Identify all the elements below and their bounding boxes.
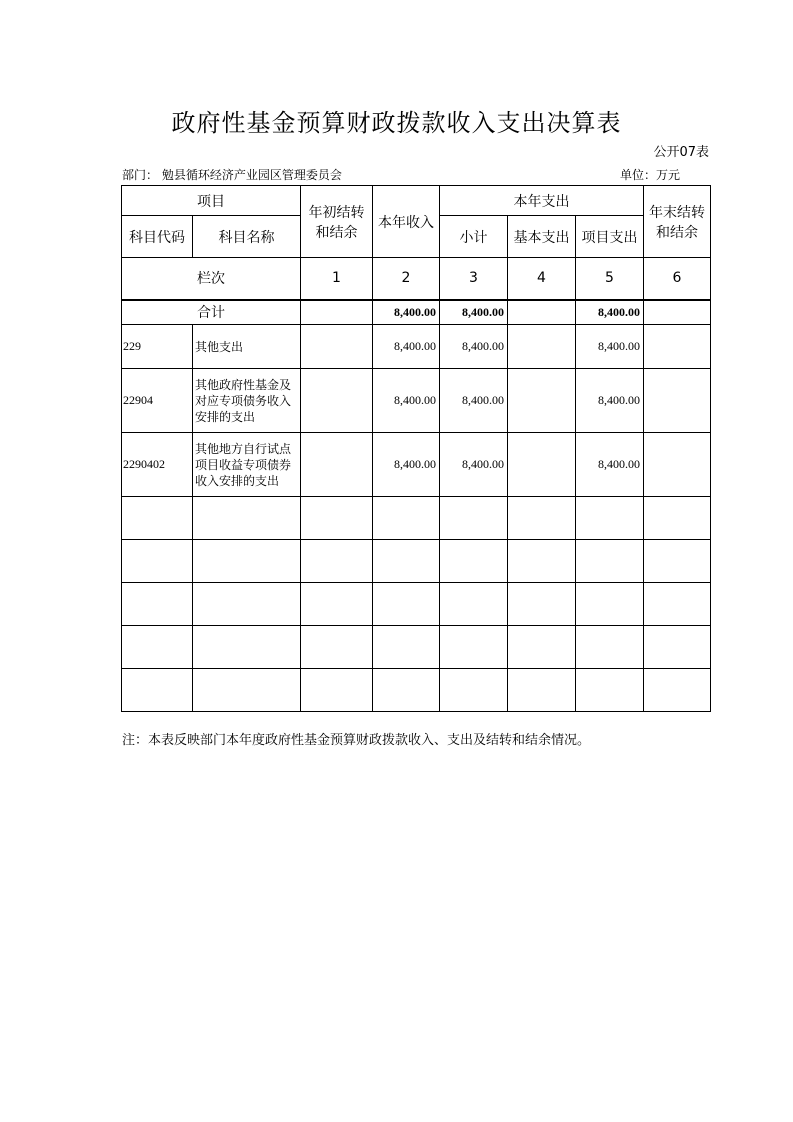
header-expense: 本年支出: [440, 186, 644, 216]
subject-name: 其他地方自行试点项目收益专项债券收入安排的支出: [193, 433, 301, 497]
header-code: 科目代码: [122, 216, 193, 258]
total-project: 8,400.00: [576, 300, 644, 325]
basic-value: [508, 325, 576, 369]
subject-code: 229: [122, 325, 193, 369]
header-row-1: [122, 186, 711, 216]
total-income: 8,400.00: [373, 300, 440, 325]
opening-value: [301, 325, 373, 369]
empty-row: [122, 540, 711, 583]
empty-row: [122, 583, 711, 626]
form-number: 公开07表: [653, 145, 709, 160]
column-number-row: [122, 258, 711, 300]
basic-value: [508, 433, 576, 497]
column-number: 2: [373, 258, 440, 300]
header-subtotal: 小计: [440, 216, 508, 258]
closing-value: [644, 433, 711, 497]
table-row: [122, 369, 711, 433]
column-number: 6: [644, 258, 711, 300]
empty-row: [122, 626, 711, 669]
header-income: 本年收入: [373, 186, 440, 258]
table-row: [122, 325, 711, 369]
project-value: 8,400.00: [576, 369, 644, 433]
total-subtotal: 8,400.00: [440, 300, 508, 325]
header-closing: 年末结转和结余: [644, 186, 711, 258]
column-number: 5: [576, 258, 644, 300]
basic-value: [508, 369, 576, 433]
empty-row: [122, 497, 711, 540]
header-opening: 年初结转和结余: [301, 186, 373, 258]
subtotal-value: 8,400.00: [440, 369, 508, 433]
project-value: 8,400.00: [576, 433, 644, 497]
total-row: [122, 300, 711, 325]
total-opening: [301, 300, 373, 325]
column-number: 4: [508, 258, 576, 300]
total-basic: [508, 300, 576, 325]
subject-code: 2290402: [122, 433, 193, 497]
total-label: 合计: [122, 300, 301, 325]
empty-row: [122, 669, 711, 712]
subtotal-value: 8,400.00: [440, 433, 508, 497]
total-closing: [644, 300, 711, 325]
page-title: 政府性基金预算财政拨款收入支出决算表: [171, 109, 622, 137]
header-item: 项目: [122, 186, 301, 216]
closing-value: [644, 369, 711, 433]
closing-value: [644, 325, 711, 369]
subtotal-value: 8,400.00: [440, 325, 508, 369]
subject-name: 其他支出: [193, 325, 301, 369]
column-number-label: 栏次: [122, 258, 301, 300]
footnote: 注：本表反映部门本年度政府性基金预算财政拨款收入、支出及结转和结余情况。: [122, 732, 591, 747]
header-project: 项目支出: [576, 216, 644, 258]
header-basic: 基本支出: [508, 216, 576, 258]
unit-label: 单位：万元: [620, 168, 681, 182]
income-value: 8,400.00: [373, 325, 440, 369]
header-name: 科目名称: [193, 216, 301, 258]
opening-value: [301, 433, 373, 497]
fund-table: [121, 185, 711, 712]
department-label: 部门： 勉县循环经济产业园区管理委员会: [122, 168, 342, 182]
column-number: 1: [301, 258, 373, 300]
column-number: 3: [440, 258, 508, 300]
subject-name: 其他政府性基金及对应专项债务收入安排的支出: [193, 369, 301, 433]
income-value: 8,400.00: [373, 433, 440, 497]
subject-code: 22904: [122, 369, 193, 433]
project-value: 8,400.00: [576, 325, 644, 369]
income-value: 8,400.00: [373, 369, 440, 433]
opening-value: [301, 369, 373, 433]
table-row: [122, 433, 711, 497]
